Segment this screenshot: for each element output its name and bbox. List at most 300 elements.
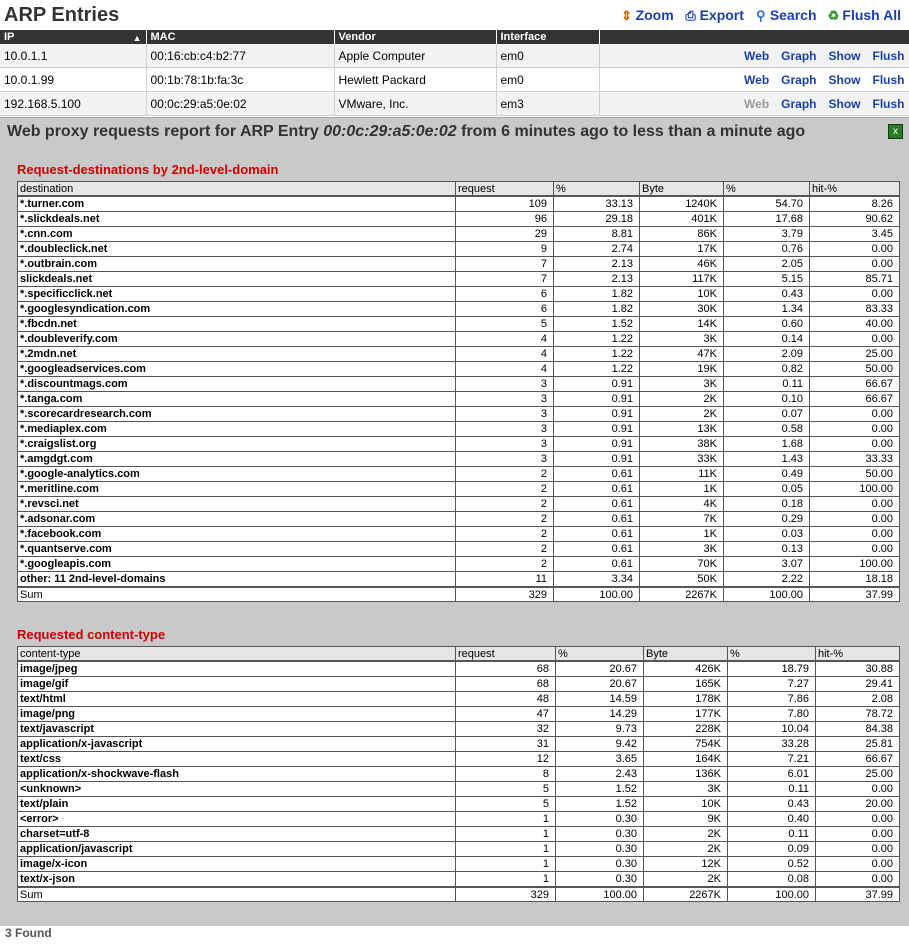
content-type-value-cell: 2.08 [816,692,900,707]
domain-row [18,362,900,377]
content-type-label-cell: application/javascript [18,842,456,857]
domain-label-cell: *.mediaplex.com [18,422,456,437]
graph-link[interactable]: Graph [781,48,817,63]
content-type-sum-value: 37.99 [816,887,900,902]
content-type-value-cell: 31 [456,737,556,752]
domain-value-cell: 1.22 [554,362,640,377]
domain-value-cell: 4 [456,332,554,347]
domain-value-cell: 6 [456,302,554,317]
content-type-row [18,752,900,767]
content-type-value-cell: 25.81 [816,737,900,752]
content-type-value-cell: 2K [644,872,728,888]
domain-value-cell: 0.00 [810,542,900,557]
content-type-value-cell: 14.29 [556,707,644,722]
content-type-column-header: % [728,647,816,662]
content-type-value-cell: 68 [456,661,556,677]
content-type-value-cell: 0.11 [728,782,816,797]
domain-label-cell: *.adsonar.com [18,512,456,527]
domain-value-cell: 0.76 [724,242,810,257]
domain-value-cell: 0.10 [724,392,810,407]
domain-value-cell: 2 [456,557,554,572]
content-type-label-cell: text/html [18,692,456,707]
domain-row [18,347,900,362]
domain-value-cell: 47K [640,347,724,362]
content-type-value-cell: 8 [456,767,556,782]
content-type-row [18,827,900,842]
arp-vendor-cell: VMware, Inc. [334,92,496,116]
domain-label-cell: *.doubleclick.net [18,242,456,257]
domain-label-cell: *.googlesyndication.com [18,302,456,317]
domain-value-cell: 0.61 [554,467,640,482]
content-type-value-cell: 178K [644,692,728,707]
content-type-label-cell: image/jpeg [18,661,456,677]
column-header-ip[interactable] [0,30,146,44]
domain-value-cell: 0.07 [724,407,810,422]
content-type-value-cell: 0.00 [816,842,900,857]
domain-label-cell: *.turner.com [18,196,456,212]
content-type-value-cell: 7.27 [728,677,816,692]
content-type-value-cell: 1 [456,812,556,827]
domain-value-cell: 1.22 [554,347,640,362]
domain-value-cell: 401K [640,212,724,227]
content-type-value-cell: 9K [644,812,728,827]
content-type-header-row [18,647,900,662]
content-type-value-cell: 0.09 [728,842,816,857]
content-type-label-cell: charset=utf-8 [18,827,456,842]
domain-sum-row [18,587,900,602]
domain-value-cell: 1.82 [554,287,640,302]
flush-link[interactable]: Flush [872,96,905,111]
content-type-row [18,661,900,677]
domain-value-cell: 2.22 [724,572,810,588]
domain-value-cell: 0.61 [554,482,640,497]
domain-column-header: request [456,182,554,197]
content-type-column-header: Byte [644,647,728,662]
content-type-value-cell: 47 [456,707,556,722]
content-type-value-cell: 32 [456,722,556,737]
domain-value-cell: 66.67 [810,392,900,407]
arp-row [0,68,909,92]
domain-label-cell: *.fbcdn.net [18,317,456,332]
domain-row [18,422,900,437]
domain-value-cell: 0.58 [724,422,810,437]
web-link[interactable]: Web [744,72,770,87]
domain-value-cell: 1.34 [724,302,810,317]
domain-row [18,302,900,317]
content-type-value-cell: 5 [456,782,556,797]
content-type-value-cell: 6.01 [728,767,816,782]
content-type-value-cell: 1 [456,827,556,842]
domain-value-cell: 0.00 [810,527,900,542]
domain-value-cell: 29 [456,227,554,242]
content-type-value-cell: 0.00 [816,827,900,842]
domain-label-cell: *.scorecardresearch.com [18,407,456,422]
content-type-value-cell: 0.30 [556,812,644,827]
domain-label-cell: *.doubleverify.com [18,332,456,347]
content-type-value-cell: 14.59 [556,692,644,707]
domain-value-cell: 85.71 [810,272,900,287]
domain-table [17,181,900,602]
domain-row [18,482,900,497]
arp-row-actions [599,92,909,116]
domain-value-cell: 0.00 [810,497,900,512]
domain-value-cell: 50.00 [810,362,900,377]
content-type-label-cell: image/gif [18,677,456,692]
web-link[interactable]: Web [744,48,770,63]
content-type-column-header: request [456,647,556,662]
domain-value-cell: 14K [640,317,724,332]
content-type-value-cell: 30.88 [816,661,900,677]
domain-sum-value: 329 [456,587,554,602]
domain-value-cell: 3 [456,452,554,467]
flush-all-button[interactable] [826,7,901,23]
domain-label-cell: *.craigslist.org [18,437,456,452]
domain-label-cell: *.facebook.com [18,527,456,542]
domain-value-cell: 2K [640,407,724,422]
arp-mac-cell: 00:1b:78:1b:fa:3c [146,68,334,92]
content-type-value-cell: 426K [644,661,728,677]
domain-value-cell: 2.13 [554,257,640,272]
domain-value-cell: 0.61 [554,512,640,527]
domain-column-header: % [724,182,810,197]
domain-label-cell: *.slickdeals.net [18,212,456,227]
domain-label-cell: *.amgdgt.com [18,452,456,467]
report-panel [0,117,909,926]
content-type-value-cell: 1.52 [556,797,644,812]
domain-value-cell: 54.70 [724,196,810,212]
content-type-row [18,842,900,857]
domain-row [18,196,900,212]
content-type-value-cell: 20.67 [556,677,644,692]
domain-value-cell: 50.00 [810,467,900,482]
content-type-column-header: % [556,647,644,662]
domain-row [18,287,900,302]
domain-value-cell: 70K [640,557,724,572]
domain-label-cell: *.tanga.com [18,392,456,407]
export-button[interactable] [684,7,744,23]
content-type-value-cell: 18.79 [728,661,816,677]
column-header-actions [599,30,909,44]
content-type-section-heading: Requested content-type [17,627,166,642]
domain-row [18,527,900,542]
domain-value-cell: 66.67 [810,377,900,392]
domain-value-cell: 29.18 [554,212,640,227]
domain-value-cell: 46K [640,257,724,272]
content-type-value-cell: 0.52 [728,857,816,872]
content-type-sum-row [18,887,900,902]
content-type-value-cell: 68 [456,677,556,692]
domain-value-cell: 1.43 [724,452,810,467]
flush-link[interactable]: Flush [872,72,905,87]
zoom-arrows-icon: ⇕ [621,8,633,23]
domain-row [18,542,900,557]
domain-value-cell: 109 [456,196,554,212]
domain-value-cell: 2 [456,497,554,512]
content-type-value-cell: 5 [456,797,556,812]
arp-vendor-cell: Apple Computer [334,44,496,68]
domain-value-cell: 0.00 [810,332,900,347]
domain-header-row [18,182,900,197]
domain-sum-label: Sum [18,587,456,602]
content-type-column-header: content-type [18,647,456,662]
arp-row-actions [599,68,909,92]
content-type-row [18,707,900,722]
content-type-value-cell: 1 [456,872,556,888]
content-type-value-cell: 0.43 [728,797,816,812]
content-type-value-cell: 0.08 [728,872,816,888]
content-type-row [18,872,900,888]
domain-value-cell: 3K [640,377,724,392]
domain-value-cell: 1.22 [554,332,640,347]
arp-ip-cell: 10.0.1.99 [0,68,146,92]
domain-value-cell: 1.68 [724,437,810,452]
content-type-value-cell: 9.42 [556,737,644,752]
content-type-label-cell: application/x-javascript [18,737,456,752]
arp-table [0,30,909,116]
domain-row [18,392,900,407]
content-type-label-cell: <unknown> [18,782,456,797]
content-type-value-cell: 12 [456,752,556,767]
content-type-sum-label: Sum [18,887,456,902]
content-type-value-cell: 20.67 [556,661,644,677]
content-type-value-cell: 2.43 [556,767,644,782]
recycle-icon: ♻ [827,8,840,23]
domain-value-cell: 0.91 [554,437,640,452]
content-type-value-cell: 66.67 [816,752,900,767]
content-type-value-cell: 0.30 [556,857,644,872]
domain-value-cell: 2.74 [554,242,640,257]
domain-value-cell: 33.13 [554,196,640,212]
domain-sum-value: 2267K [640,587,724,602]
domain-column-header: destination [18,182,456,197]
show-link[interactable]: Show [828,48,861,63]
domain-value-cell: 0.00 [810,512,900,527]
arp-row-actions [599,44,909,68]
arp-mac-cell: 00:0c:29:a5:0e:02 [146,92,334,116]
content-type-value-cell: 10.04 [728,722,816,737]
domain-row [18,317,900,332]
domain-label-cell: *.discountmags.com [18,377,456,392]
search-button[interactable] [754,7,817,23]
domain-value-cell: 0.00 [810,422,900,437]
show-link[interactable]: Show [828,72,861,87]
report-title-prefix: Web proxy requests report for ARP Entry [7,123,319,140]
domain-value-cell: 0.05 [724,482,810,497]
domain-value-cell: 7K [640,512,724,527]
arp-vendor-cell: Hewlett Packard [334,68,496,92]
content-type-value-cell: 9.73 [556,722,644,737]
content-type-value-cell: 7.80 [728,707,816,722]
domain-value-cell: 3 [456,422,554,437]
domain-value-cell: 7 [456,257,554,272]
domain-row [18,377,900,392]
column-header-vendor[interactable]: Vendor [334,30,496,44]
domain-value-cell: 33K [640,452,724,467]
domain-value-cell: 0.00 [810,407,900,422]
content-type-value-cell: 1 [456,842,556,857]
content-type-value-cell: 165K [644,677,728,692]
zoom-label: Zoom [635,7,674,23]
search-icon: ⚲ [756,8,766,23]
domain-value-cell: 8.26 [810,196,900,212]
domain-value-cell: 38K [640,437,724,452]
domain-value-cell: 2.13 [554,272,640,287]
domain-value-cell: 0.49 [724,467,810,482]
domain-value-cell: 3 [456,392,554,407]
domain-value-cell: 0.61 [554,497,640,512]
domain-value-cell: 117K [640,272,724,287]
sort-ascending-icon: ▲ [132,33,142,43]
domain-value-cell: 2.09 [724,347,810,362]
close-report-button[interactable]: x [888,124,903,139]
content-type-value-cell: 0.00 [816,812,900,827]
domain-value-cell: 3.34 [554,572,640,588]
domain-value-cell: 0.82 [724,362,810,377]
content-type-value-cell: 7.86 [728,692,816,707]
domain-value-cell: 0.00 [810,287,900,302]
domain-value-cell: 0.13 [724,542,810,557]
domain-value-cell: 0.91 [554,407,640,422]
content-type-label-cell: text/plain [18,797,456,812]
content-type-value-cell: 78.72 [816,707,900,722]
content-type-row [18,722,900,737]
export-label: Export [699,7,744,23]
domain-row [18,512,900,527]
domain-value-cell: 7 [456,272,554,287]
export-icon: ⎙ [685,8,696,23]
domain-column-header: % [554,182,640,197]
content-type-label-cell: text/x-json [18,872,456,888]
column-header-mac[interactable]: MAC [146,30,334,44]
domain-value-cell: 0.61 [554,542,640,557]
domain-value-cell: 2K [640,392,724,407]
domain-value-cell: 4K [640,497,724,512]
domain-row [18,212,900,227]
domain-row [18,272,900,287]
search-label: Search [769,7,817,23]
content-type-row [18,812,900,827]
domain-label-cell: *.revsci.net [18,497,456,512]
domain-sum-value: 100.00 [554,587,640,602]
domain-value-cell: 0.03 [724,527,810,542]
domain-value-cell: 0.91 [554,392,640,407]
domain-value-cell: 9 [456,242,554,257]
content-type-value-cell: 2K [644,827,728,842]
domain-value-cell: 40.00 [810,317,900,332]
domain-value-cell: 86K [640,227,724,242]
content-type-row [18,677,900,692]
zoom-button[interactable] [620,7,674,23]
column-header-interface[interactable]: Interface [496,30,599,44]
content-type-sum-value: 2267K [644,887,728,902]
domain-value-cell: 3K [640,332,724,347]
domain-value-cell: 5 [456,317,554,332]
content-type-value-cell: 0.00 [816,782,900,797]
content-type-value-cell: 48 [456,692,556,707]
content-type-value-cell: 0.00 [816,872,900,888]
domain-value-cell: 0.00 [810,257,900,272]
arp-row [0,92,909,116]
domain-label-cell: *.2mdn.net [18,347,456,362]
domain-value-cell: 3.07 [724,557,810,572]
content-type-row [18,857,900,872]
domain-value-cell: 2 [456,527,554,542]
content-type-value-cell: 0.11 [728,827,816,842]
domain-value-cell: 1K [640,482,724,497]
domain-value-cell: 6 [456,287,554,302]
domain-value-cell: 13K [640,422,724,437]
flush-all-label: Flush All [842,7,901,23]
content-type-row [18,797,900,812]
show-link[interactable]: Show [828,96,861,111]
toolbar [614,7,901,24]
content-type-value-cell: 228K [644,722,728,737]
content-type-sum-value: 100.00 [556,887,644,902]
content-type-value-cell: 12K [644,857,728,872]
arp-mac-cell: 00:16:cb:c4:b2:77 [146,44,334,68]
content-type-label-cell: text/javascript [18,722,456,737]
domain-label-cell: slickdeals.net [18,272,456,287]
domain-label-cell: other: 11 2nd-level-domains [18,572,456,588]
domain-value-cell: 0.91 [554,377,640,392]
domain-section-heading: Request-destinations by 2nd-level-domain [17,162,279,177]
content-type-value-cell: 0.30 [556,842,644,857]
domain-label-cell: *.google-analytics.com [18,467,456,482]
domain-sum-value: 37.99 [810,587,900,602]
web-link[interactable]: Web [744,96,770,111]
domain-value-cell: 90.62 [810,212,900,227]
domain-value-cell: 0.18 [724,497,810,512]
domain-value-cell: 100.00 [810,482,900,497]
domain-value-cell: 2.05 [724,257,810,272]
domain-value-cell: 30K [640,302,724,317]
domain-row [18,452,900,467]
domain-label-cell: *.quantserve.com [18,542,456,557]
content-type-sum-value: 100.00 [728,887,816,902]
domain-value-cell: 19K [640,362,724,377]
graph-link[interactable]: Graph [781,96,817,111]
content-type-value-cell: 754K [644,737,728,752]
graph-link[interactable]: Graph [781,72,817,87]
content-type-label-cell: image/x-icon [18,857,456,872]
content-type-value-cell: 7.21 [728,752,816,767]
domain-value-cell: 5.15 [724,272,810,287]
domain-value-cell: 8.81 [554,227,640,242]
report-title [7,123,805,141]
content-type-value-cell: 2K [644,842,728,857]
domain-value-cell: 10K [640,287,724,302]
content-type-value-cell: 33.28 [728,737,816,752]
domain-row [18,227,900,242]
domain-value-cell: 83.33 [810,302,900,317]
domain-value-cell: 0.43 [724,287,810,302]
content-type-table [17,646,900,902]
domain-value-cell: 1K [640,527,724,542]
content-type-column-header: hit-% [816,647,900,662]
domain-value-cell: 50K [640,572,724,588]
domain-value-cell: 18.18 [810,572,900,588]
content-type-value-cell: 1 [456,857,556,872]
content-type-value-cell: 20.00 [816,797,900,812]
domain-value-cell: 0.11 [724,377,810,392]
arp-interface-cell: em3 [496,92,599,116]
content-type-value-cell: 29.41 [816,677,900,692]
report-title-suffix: from 6 minutes ago to less than a minute ago [461,123,806,140]
arp-interface-cell: em0 [496,44,599,68]
domain-row [18,242,900,257]
domain-value-cell: 0.14 [724,332,810,347]
flush-link[interactable]: Flush [872,48,905,63]
